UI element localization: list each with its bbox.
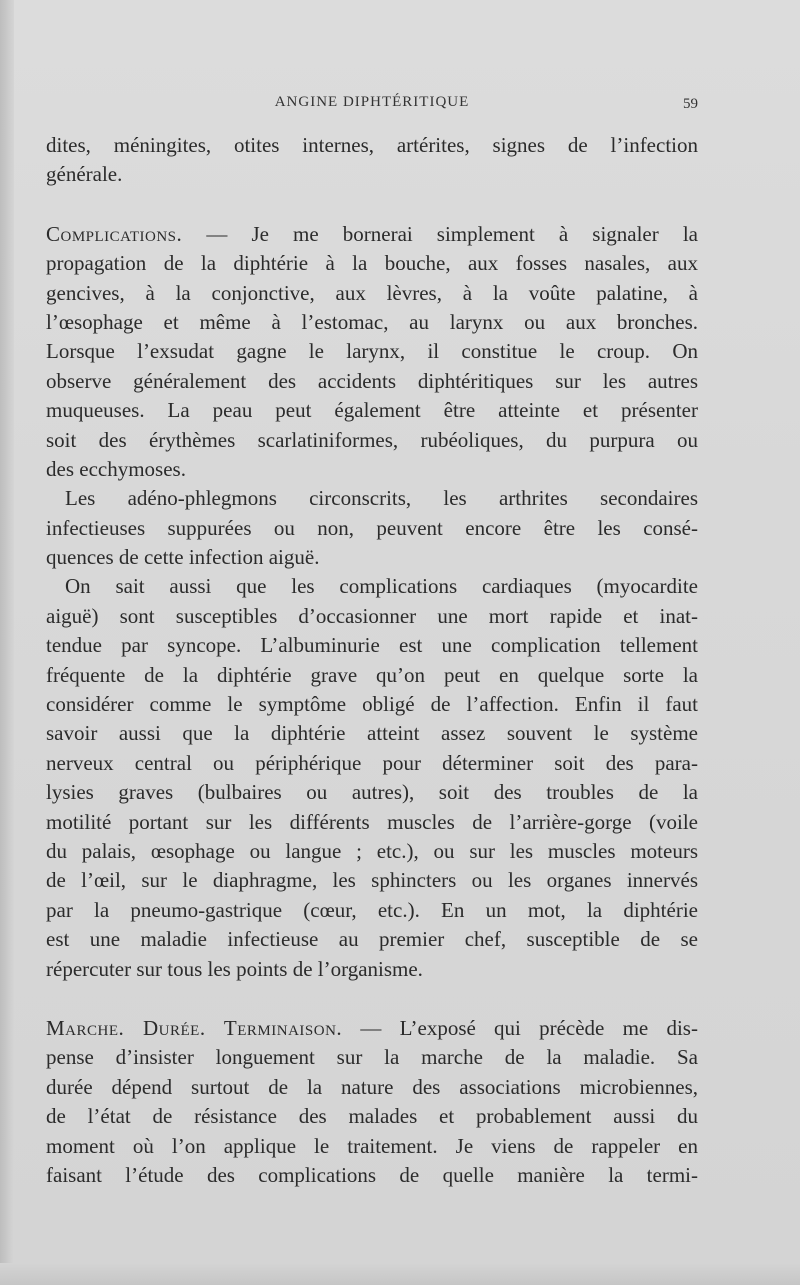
- page-bottom-edge: [0, 1263, 800, 1285]
- text-line: observe généralement des accidents diphtéritiques sur les autres: [46, 368, 698, 393]
- text-line: [46, 1014, 698, 1043]
- running-head: [46, 94, 698, 118]
- paragraph-complications: [46, 220, 698, 485]
- text-line: est une maladie infectieuse au premier chef, susceptible de se: [46, 927, 698, 952]
- text-line: faisant l’étude des complications de quelle manière la termi-: [46, 1162, 698, 1187]
- text-line: lysies graves (bulbaires ou autres), soit des troubles de la: [46, 780, 698, 805]
- text-line: durée dépend surtout de la nature des associations microbiennes,: [46, 1074, 698, 1099]
- text-line: aiguë) sont susceptibles d’occasionner une mort rapide et inat-: [46, 603, 698, 628]
- text-line: l’œsophage et même à l’estomac, au larynx ou aux bronches.: [46, 309, 698, 334]
- text-line: générale.: [46, 162, 123, 187]
- text-line: du palais, œsophage ou langue ; etc.), ou sur les muscles moteurs: [46, 838, 698, 863]
- text-line: nerveux central ou périphérique pour déterminer soit des para-: [46, 750, 698, 775]
- page-binding-shadow: [0, 0, 14, 1285]
- text-line: de l’œil, sur le diaphragme, les sphincters ou les organes innervés: [46, 868, 698, 893]
- text-line: répercuter sur tous les points de l’organisme.: [46, 956, 423, 981]
- text-line: On sait aussi que les complications cardiaques (myocardite: [65, 574, 698, 599]
- running-head-title: ANGINE DIPHTÉRITIQUE: [274, 94, 470, 110]
- section-gap: [46, 190, 698, 220]
- text-line-tail: — Je me bornerai simplement à signaler la: [182, 221, 698, 246]
- text-line: motilité portant sur les différents muscles de l’arrière-gorge (voile: [46, 809, 698, 834]
- text-line: pense d’insister longuement sur la marche de la maladie. Sa: [46, 1045, 698, 1070]
- text-line: de l’état de résistance des malades et probablement aussi du: [46, 1104, 698, 1129]
- text-line: [46, 220, 698, 249]
- text-line: propagation de la diphtérie à la bouche, aux fosses nasales, aux: [46, 251, 698, 276]
- text-line: Les adéno-phlegmons circonscrits, les arthrites secondaires: [65, 486, 698, 511]
- text-line: considérer comme le symptôme obligé de l’affection. Enfin il faut: [46, 692, 698, 717]
- text-line: savoir aussi que la diphtérie atteint assez souvent le système: [46, 721, 698, 746]
- page-number: 59: [683, 96, 698, 112]
- paragraph: [46, 572, 698, 983]
- section-heading-complications: Complications.: [46, 221, 183, 246]
- text-line: Lorsque l’exsudat gagne le larynx, il constitue le croup. On: [46, 339, 698, 364]
- text-line: quences de cette infection aiguë.: [46, 545, 320, 570]
- section-heading-marche: Marche. Durée. Terminaison.: [46, 1015, 343, 1040]
- paragraph: [46, 131, 698, 190]
- text-line: dites, méningites, otites internes, artérites, signes de l’infection: [46, 133, 698, 157]
- section-gap: [46, 984, 698, 1014]
- paragraph-marche: [46, 1014, 698, 1190]
- paragraph: [46, 484, 698, 572]
- text-line: des ecchymoses.: [46, 456, 186, 481]
- text-line: muqueuses. La peau peut également être atteinte et présenter: [46, 398, 698, 423]
- text-line: tendue par syncope. L’albuminurie est une complication tellement: [46, 633, 698, 658]
- text-line: fréquente de la diphtérie grave qu’on peut en quelque sorte la: [46, 662, 698, 687]
- text-line: soit des érythèmes scarlatiniformes, rubéoliques, du purpura ou: [46, 427, 698, 452]
- text-line: infectieuses suppurées ou non, peuvent encore être les consé-: [46, 515, 698, 540]
- text-line: moment où l’on applique le traitement. Je viens de rappeler en: [46, 1133, 698, 1158]
- text-line-tail: — L’exposé qui précède me dis-: [342, 1015, 698, 1040]
- text-line: par la pneumo-gastrique (cœur, etc.). En un mot, la diphtérie: [46, 897, 698, 922]
- text-line: gencives, à la conjonctive, aux lèvres, à la voûte palatine, à: [46, 280, 698, 305]
- body-text: [46, 131, 698, 1190]
